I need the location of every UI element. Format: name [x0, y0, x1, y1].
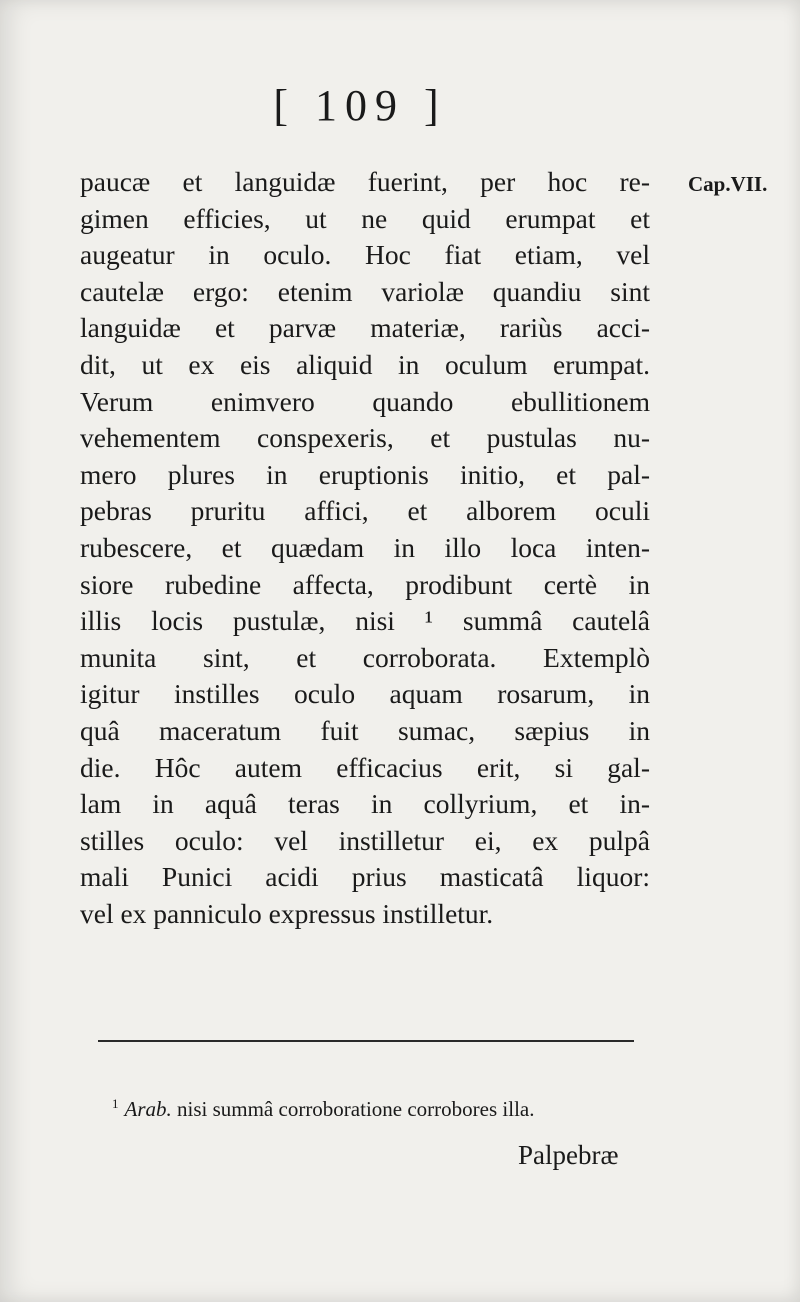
text-line: paucæ et languidæ fuerint, per hoc re-	[80, 166, 650, 197]
text-line: illis locis pustulæ, nisi ¹ summâ cautelâ	[80, 605, 650, 637]
text-line: munita sint, et corroborata. Extemplò	[80, 641, 650, 673]
text-line: vel ex panniculo expressus instilletur.	[80, 897, 494, 929]
text-line: dit, ut ex eis aliquid in oculum erumpat.	[80, 348, 650, 380]
page-number: [ 109 ]	[273, 81, 447, 130]
text-line: languidæ et parvæ materiæ, rariùs acci-	[80, 312, 650, 344]
text-line: pebras pruritu affici, et alborem oculi	[80, 495, 650, 527]
footnote-mark: 1	[112, 1096, 119, 1111]
chapter-margin-note: Cap.VII.	[688, 172, 768, 196]
footnote	[112, 1096, 534, 1122]
text-line: igitur instilles oculo aquam rosarum, in	[80, 678, 650, 710]
text-line: augeatur in oculo. Hoc fiat etiam, vel	[80, 239, 650, 271]
body-text	[80, 164, 650, 932]
text-line: cautelæ ergo: etenim variolæ quandiu sint	[80, 275, 650, 307]
text-line: die. Hôc autem efficacius erit, si gal-	[80, 751, 650, 783]
catchword: Palpebræ	[518, 1140, 619, 1170]
text-line: stilles oculo: vel instilletur ei, ex pulpâ	[80, 824, 650, 856]
text-line: lam in aquâ teras in collyrium, et in-	[80, 788, 650, 820]
footnote-source: Arab.	[124, 1097, 172, 1121]
text-line: Verum enimvero quando ebullitionem	[80, 385, 650, 417]
text-line: quâ maceratum fuit sumac, sæpius in	[80, 714, 650, 746]
text-line: mero plures in eruptionis initio, et pal-	[80, 458, 650, 490]
text-line: rubescere, et quædam in illo loca inten-	[80, 531, 650, 563]
text-line: vehementem conspexeris, et pustulas nu-	[80, 422, 650, 454]
text-line: siore rubedine affecta, prodibunt certè in	[80, 568, 650, 600]
text-line: gimen efficies, ut ne quid erumpat et	[80, 202, 650, 234]
footnote-text: nisi summâ corroboratione corrobores illa.	[177, 1097, 535, 1121]
footnote-rule	[98, 1040, 634, 1042]
text-line: mali Punici acidi prius masticatâ liquor:	[80, 861, 650, 893]
